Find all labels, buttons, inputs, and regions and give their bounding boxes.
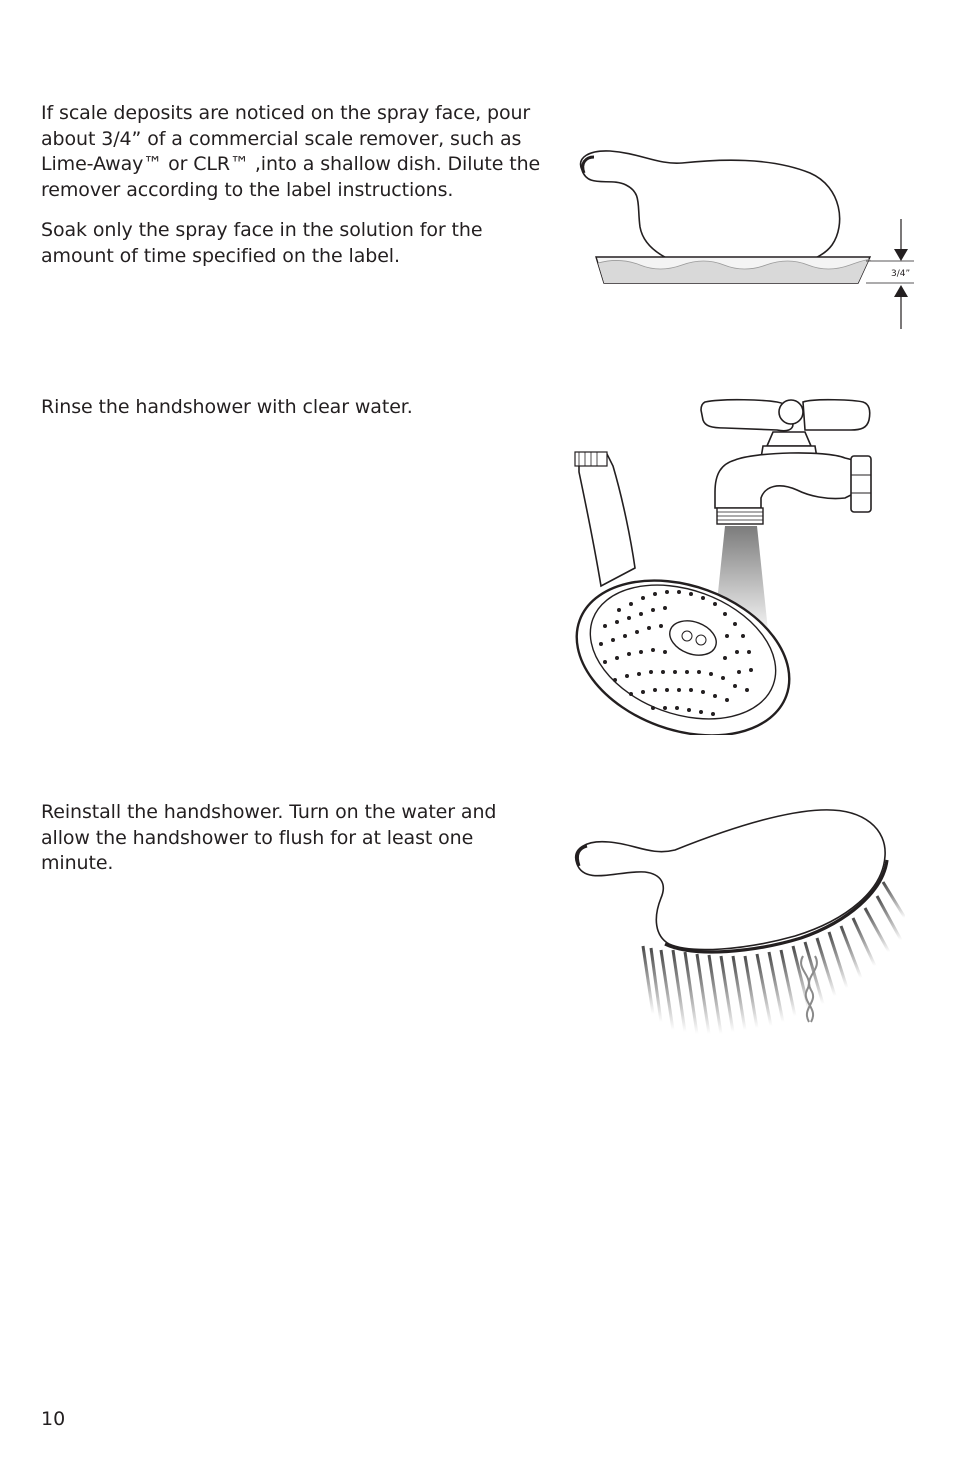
- step-2-text: [41, 395, 541, 421]
- rinse-illustration: [565, 390, 885, 735]
- step-3-paragraph-1: Reinstall the handshower. Turn on the water and allow the handshower to flush for at least one minute.: [41, 801, 497, 874]
- soak-illustration: [570, 145, 930, 335]
- depth-dimension-label: 3/4”: [891, 269, 911, 279]
- flush-illustration: [565, 800, 905, 1045]
- step-1-text: [41, 101, 541, 269]
- handshower-head-shape: [576, 810, 885, 950]
- page-number: 10: [41, 1408, 66, 1430]
- step-1-paragraph-2: Soak only the spray face in the solution for the amount of time specified on the label.: [41, 219, 483, 267]
- step-2-paragraph-1: Rinse the handshower with clear water.: [41, 396, 413, 418]
- step-3-text: [41, 800, 541, 877]
- handshower-head-shape: [581, 151, 840, 270]
- faucet-body-shape: [715, 453, 853, 508]
- step-1-paragraph-1: If scale deposits are noticed on the spray face, pour about 3/4” of a commercial scale remover, such as Lime-Away™ or CLR™ ,into a shallow dish. Dilute the remover according to the label instructions.: [41, 102, 541, 201]
